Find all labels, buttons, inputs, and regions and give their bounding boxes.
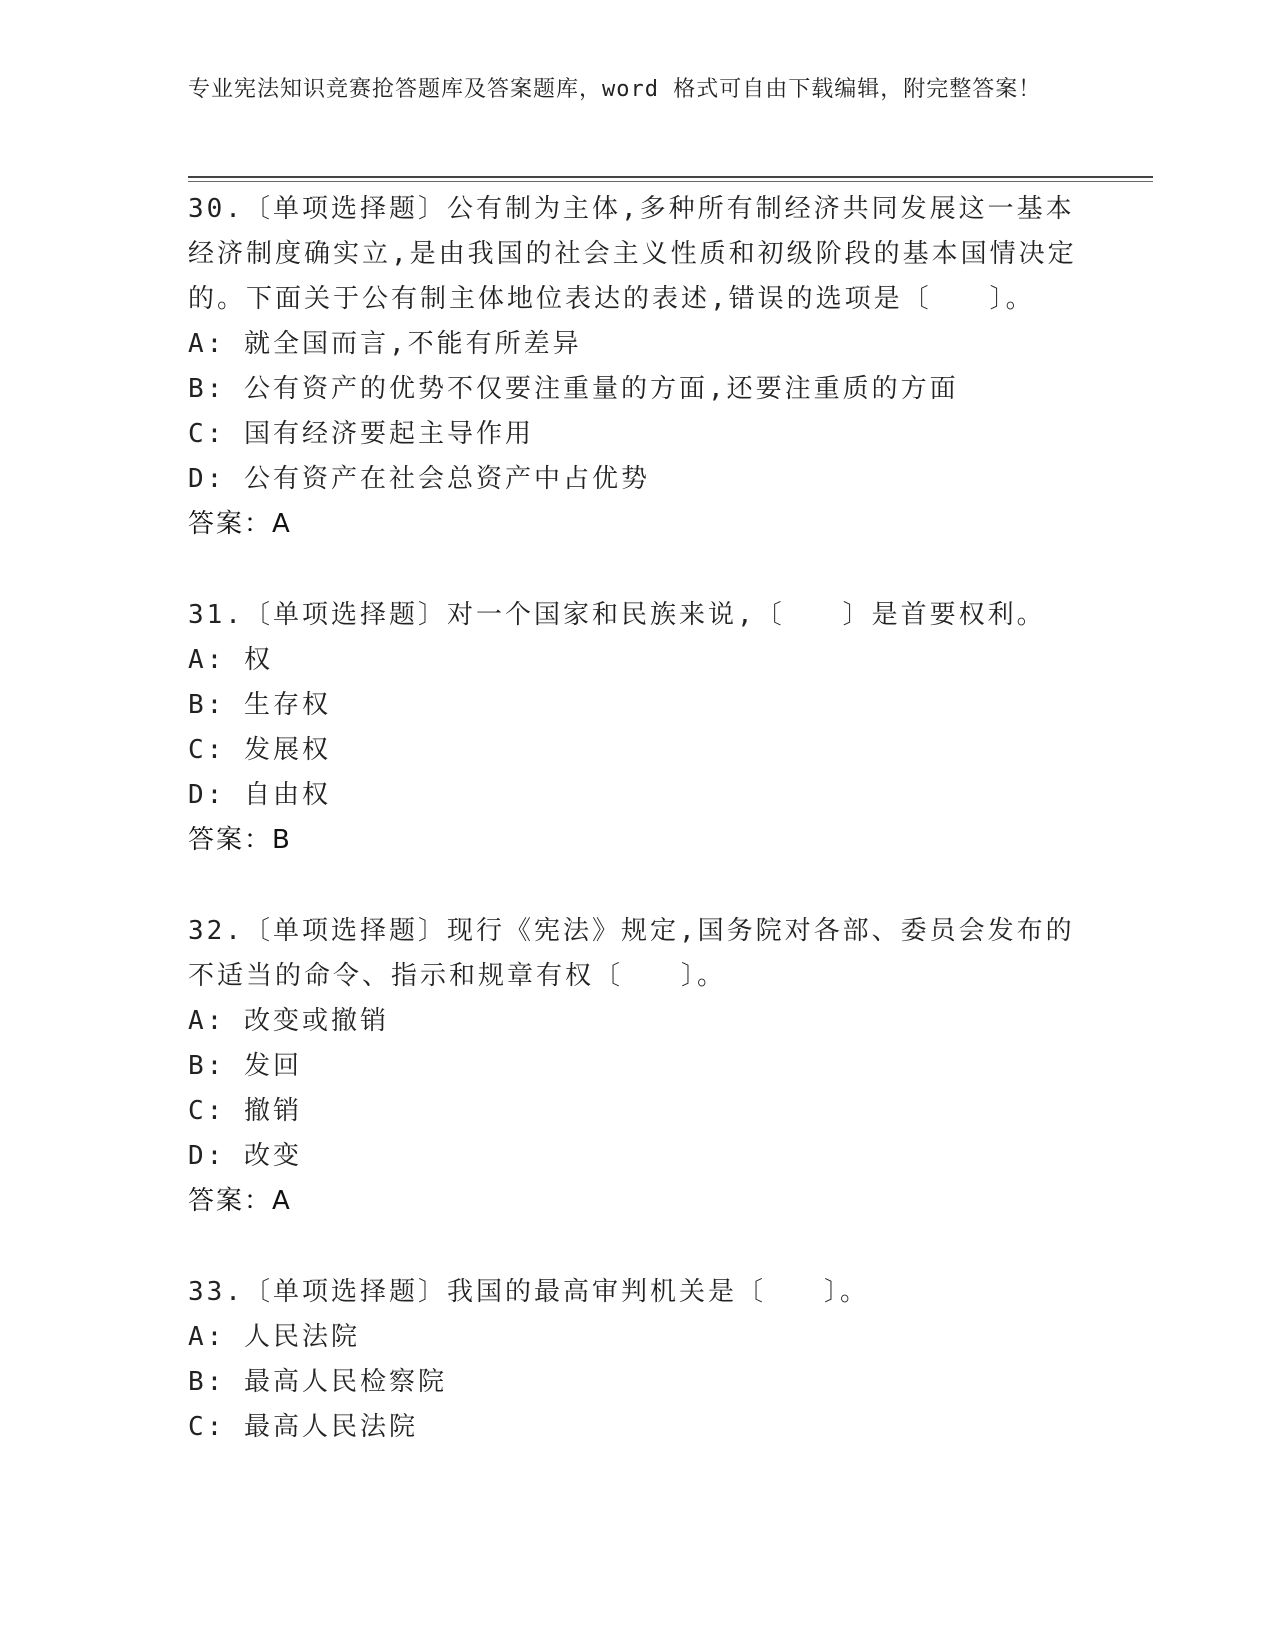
option-b: B: 公有资产的优势不仅要注重量的方面,还要注重质的方面 (188, 374, 959, 404)
answer-label: 答案：A (188, 509, 292, 539)
option-b: B: 最高人民检察院 (188, 1367, 447, 1397)
option-a: A: 改变或撤销 (188, 1006, 389, 1036)
option-c: C: 国有经济要起主导作用 (188, 419, 534, 449)
question-32 (188, 909, 1088, 1224)
question-30 (188, 187, 1088, 547)
option-b: B: 发回 (188, 1051, 302, 1081)
option-d: D: 公有资产在社会总资产中占优势 (188, 464, 650, 494)
option-c: C: 发展权 (188, 735, 331, 765)
header-divider-thick (188, 176, 1153, 178)
question-33 (188, 1270, 1088, 1450)
question-text: 33.〔单项选择题〕我国的最高审判机关是〔 〕。 (188, 1277, 869, 1307)
answer-label: 答案：B (188, 825, 292, 855)
option-d: D: 改变 (188, 1141, 302, 1171)
question-text: 30.〔单项选择题〕公有制为主体,多种所有制经济共同发展这一基本经济制度确实立,是由我国的社会主义性质和初级阶段的基本国情决定的。下面关于公有制主体地位表达的表述,错误的选项是〔 〕。 (188, 194, 1077, 314)
option-b: B: 生存权 (188, 690, 331, 720)
option-a: A: 人民法院 (188, 1322, 360, 1352)
option-c: C: 最高人民法院 (188, 1412, 418, 1442)
question-list (188, 187, 1088, 1496)
option-a: A: 就全国而言,不能有所差异 (188, 329, 582, 359)
question-text: 31.〔单项选择题〕对一个国家和民族来说,〔 〕是首要权利。 (188, 600, 1046, 630)
option-d: D: 自由权 (188, 780, 331, 810)
question-text: 32.〔单项选择题〕现行《宪法》规定,国务院对各部、委员会发布的不适当的命令、指示和规章有权〔 〕。 (188, 916, 1075, 991)
answer-label: 答案：A (188, 1186, 292, 1216)
option-c: C: 撤销 (188, 1096, 302, 1126)
option-a: A: 权 (188, 645, 273, 675)
question-31 (188, 593, 1088, 863)
document-header: 专业宪法知识竞赛抢答题库及答案题库，word 格式可自由下载编辑，附完整答案！ (188, 77, 1042, 102)
header-divider-thin (188, 181, 1153, 182)
